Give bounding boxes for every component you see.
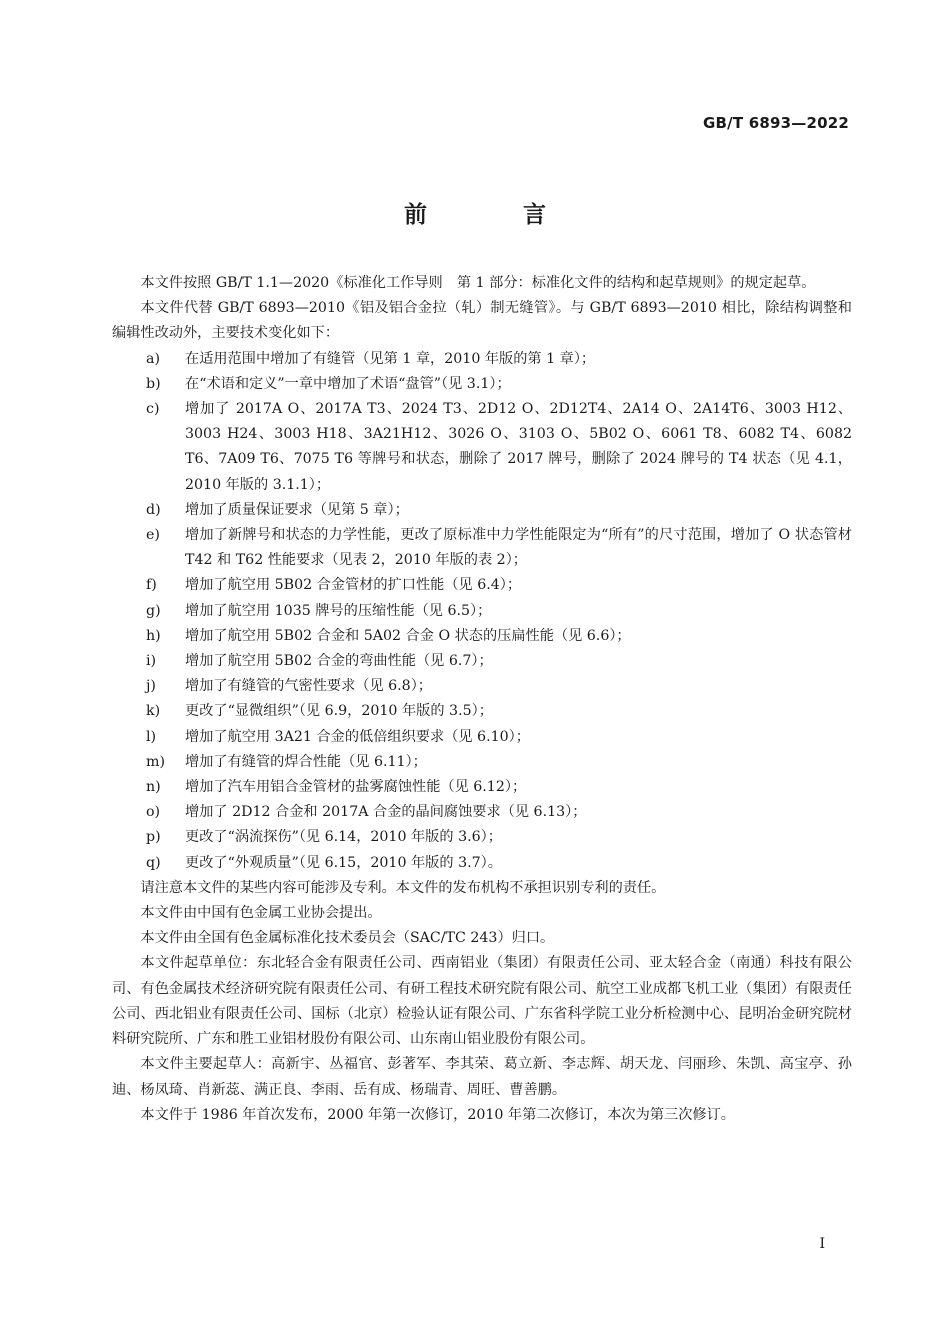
standard-code: GB/T 6893—2022 xyxy=(703,114,849,132)
list-item xyxy=(112,725,852,750)
list-item xyxy=(112,674,852,699)
list-item xyxy=(112,775,852,800)
document-body xyxy=(112,271,852,1128)
list-item-label: j) xyxy=(146,678,156,695)
list-item-label: c) xyxy=(146,401,160,418)
list-item xyxy=(112,523,852,573)
list-item-label: l) xyxy=(146,728,157,745)
list-item-label: g) xyxy=(146,602,161,619)
list-item-text: 增加了汽车用铝合金管材的盐雾腐蚀性能（见 6.12）； xyxy=(185,779,527,796)
list-item xyxy=(112,750,852,775)
drafting-organizations: 本文件起草单位：东北轻合金有限责任公司、西南铝业（集团）有限责任公司、亚太轻合金（南通）科技有限公司、有色金属技术经济研究院有限责任公司、有研工程技术研究院有限公司、航空工业成都飞机工业（集团）有限责任公司、西北铝业有限责任公司、国标（北京）检验认证有限公司、广东省科学院工业分析检测中心、昆明冶金研究院材料研究院所、广东和胜工业铝材股份有限公司、山东南山铝业股份有限公司。 xyxy=(112,955,852,1048)
list-item xyxy=(112,825,852,850)
list-item-label: h) xyxy=(146,627,161,644)
list-item-label: e) xyxy=(146,527,160,544)
list-item-text: 增加了航空用 3A21 合金的低倍组织要求（见 6.10）； xyxy=(185,728,530,745)
list-item xyxy=(112,800,852,825)
list-item-text: 增加了有缝管的焊合性能（见 6.11）； xyxy=(185,753,427,770)
list-item-label: q) xyxy=(146,854,161,871)
list-item-label: n) xyxy=(146,779,161,796)
list-item-text: 增加了航空用 5B02 合金和 5A02 合金 O 状态的压扁性能（见 6.6）； xyxy=(185,627,631,644)
patent-notice: 请注意本文件的某些内容可能涉及专利。本文件的发布机构不承担识别专利的责任。 xyxy=(140,879,666,896)
list-item xyxy=(112,573,852,598)
committee-statement: 本文件由全国有色金属标准化技术委员会（SAC/TC 243）归口。 xyxy=(140,930,555,947)
intro-paragraph-2: 本文件代替 GB/T 6893—2010《铝及铝合金拉（轧）制无缝管》。与 GB/T 6893—2010 相比，除结构调整和编辑性改动外，主要技术变化如下： xyxy=(112,300,852,342)
list-item-text: 增加了质量保证要求（见第 5 章）； xyxy=(185,501,409,518)
page-title: 前 言 xyxy=(403,202,590,228)
list-item-text: 增加了有缝管的气密性要求（见 6.8）； xyxy=(185,678,432,695)
list-item-text: 增加了 2D12 合金和 2017A 合金的晶间腐蚀要求（见 6.13）； xyxy=(185,804,587,821)
list-item-text: 增加了 2017A O、2017A T3、2024 T3、2D12 O、2D12T4、2A14 O、2A14T6、3003 H12、3003 H24、3003 H18、3A21H12、3026 O、3103 O、5B02 O、6061 T8、6082 T4、6082 T6、7A09 T6、7075 T6 等牌号和状态，删除了 2017 牌号，删除了 2024 牌号的 T4 状态（见 4.1，2010 年版的 3.1.1）； xyxy=(185,401,852,493)
list-item xyxy=(112,649,852,674)
list-item xyxy=(112,851,852,876)
list-item xyxy=(112,498,852,523)
list-item-label: f) xyxy=(146,577,157,594)
intro-paragraph-1: 本文件按照 GB/T 1.1—2020《标准化工作导则 第 1 部分：标准化文件的结构和起草规则》的规定起草。 xyxy=(140,275,816,291)
list-item xyxy=(112,599,852,624)
list-item-label: p) xyxy=(146,829,161,846)
page-number: I xyxy=(819,1236,825,1252)
list-item-text: 增加了航空用 5B02 合金管材的扩口性能（见 6.4）； xyxy=(185,577,522,594)
list-item-label: m) xyxy=(146,753,165,770)
list-item-text: 更改了“显微组织”（见 6.9，2010 年版的 3.5）； xyxy=(185,703,493,720)
list-item-label: a) xyxy=(146,350,160,367)
proposer-statement: 本文件由中国有色金属工业协会提出。 xyxy=(140,905,382,922)
list-item xyxy=(112,397,852,498)
list-item-text: 在适用范围中增加了有缝管（见第 1 章，2010 年版的第 1 章）； xyxy=(185,350,596,367)
list-item-label: b) xyxy=(146,375,161,392)
list-item-text: 更改了“外观质量”（见 6.15，2010 年版的 3.7）。 xyxy=(185,854,502,871)
list-item xyxy=(112,372,852,397)
changes-list xyxy=(112,347,852,876)
list-item-label: i) xyxy=(146,653,157,670)
list-item xyxy=(112,347,852,372)
list-item-text: 增加了新牌号和状态的力学性能，更改了原标准中力学性能限定为“所有”的尺寸范围，增加了 O 状态管材 T42 和 T62 性能要求（见表 2，2010 年版的表 2）； xyxy=(185,527,852,569)
list-item xyxy=(112,624,852,649)
list-item-label: d) xyxy=(146,501,161,518)
list-item-label: o) xyxy=(146,804,161,821)
list-item-text: 增加了航空用 5B02 合金的弯曲性能（见 6.7）； xyxy=(185,653,493,670)
list-item-label: k) xyxy=(146,703,161,720)
list-item-text: 在“术语和定义”一章中增加了术语“盘管”（见 3.1）； xyxy=(185,375,511,392)
drafters: 本文件主要起草人：高新宇、丛福官、彭著军、李其荣、葛立新、李志辉、胡天龙、闫丽珍、朱凯、高宝亭、孙迪、杨凤琦、肖新蕊、满正良、李雨、岳有成、杨瑞青、周旺、曹善鹏。 xyxy=(112,1056,852,1098)
list-item-text: 增加了航空用 1035 牌号的压缩性能（见 6.5）； xyxy=(185,602,492,619)
revision-history: 本文件于 1986 年首次发布，2000 年第一次修订，2010 年第二次修订，本次为第三次修订。 xyxy=(140,1106,735,1123)
list-item-text: 更改了“涡流探伤”（见 6.14，2010 年版的 3.6）； xyxy=(185,829,502,846)
list-item xyxy=(112,699,852,724)
